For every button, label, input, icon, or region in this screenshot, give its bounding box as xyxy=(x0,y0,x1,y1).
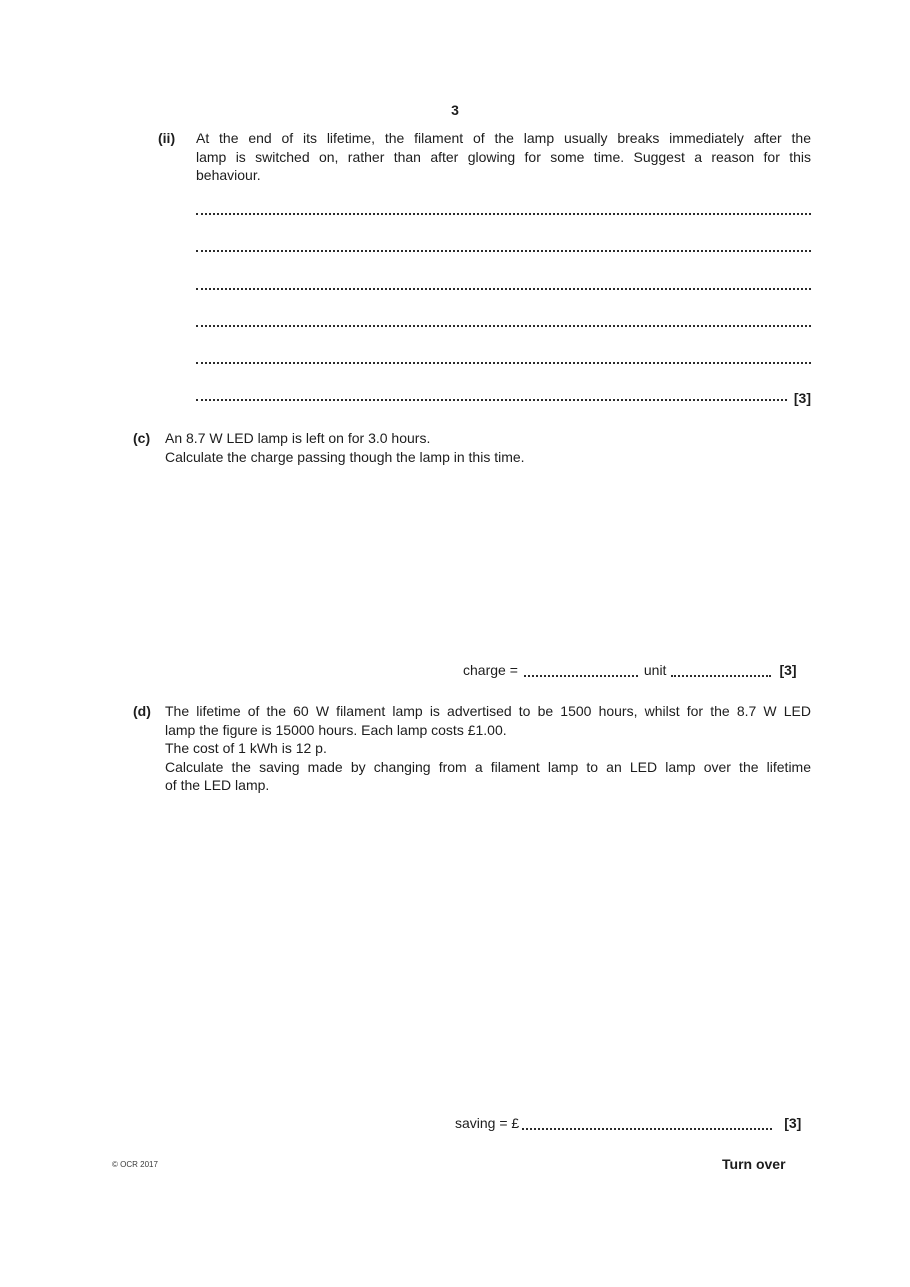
answer-dotted-line xyxy=(196,252,811,289)
question-part-ii xyxy=(158,129,811,185)
text-line: Calculate the saving made by changing from a filament lamp to an LED lamp over the lifetime xyxy=(165,758,811,775)
saving-dotted-field xyxy=(522,1128,772,1130)
answer-dotted-line xyxy=(196,327,811,364)
question-text-ii xyxy=(196,129,811,185)
text-line: At the end of its lifetime, the filament of the lamp usually breaks immediately after the xyxy=(196,130,811,146)
charge-answer-row xyxy=(463,661,797,680)
text-line: of the LED lamp. xyxy=(165,777,270,794)
saving-prefix-label: saving = £ xyxy=(455,1115,520,1131)
question-label-d: (d) xyxy=(133,703,151,719)
answer-dotted-line xyxy=(196,215,811,252)
text-line: lamp is switched on, rather than after glowing for some time. Suggest a reason for this xyxy=(196,148,811,165)
text-line: lamp the figure is 15000 hours. Each lamp costs £1.00. xyxy=(165,721,507,738)
text-line: An 8.7 W LED lamp is left on for 3.0 hours. xyxy=(165,430,431,446)
question-text-c xyxy=(165,429,811,466)
question-part-d xyxy=(133,702,811,795)
copyright-notice: © OCR 2017 xyxy=(112,1160,158,1169)
unit-dotted-field xyxy=(671,675,771,677)
text-line: The cost of 1 kWh is 12 p. xyxy=(165,740,327,757)
charge-dotted-field xyxy=(524,675,638,677)
answer-dotted-line xyxy=(196,290,811,327)
text-line: The lifetime of the 60 W filament lamp is advertised to be 1500 hours, whilst for the 8.7 W LED xyxy=(165,703,811,719)
answer-dotted-line-last xyxy=(196,364,811,407)
marks-badge-d: [3] xyxy=(784,1115,802,1131)
marks-badge-c: [3] xyxy=(779,662,797,678)
answer-dotted-line xyxy=(196,178,811,215)
question-part-c xyxy=(133,429,811,466)
answer-dotted-line xyxy=(196,399,787,401)
question-text-d xyxy=(165,702,811,795)
answer-lines-block xyxy=(196,178,811,407)
question-label-c: (c) xyxy=(133,430,151,446)
charge-prefix-label: charge = xyxy=(463,662,518,678)
text-line: Calculate the charge passing though the lamp in this time. xyxy=(165,448,525,465)
unit-label: unit xyxy=(643,662,667,678)
saving-answer-row xyxy=(455,1114,801,1133)
text-line: behaviour. xyxy=(196,167,261,184)
question-label-ii: (ii) xyxy=(158,130,176,146)
page-number: 3 xyxy=(451,102,459,118)
marks-badge-ii: [3] xyxy=(793,390,811,407)
turn-over-label: Turn over xyxy=(722,1156,786,1172)
